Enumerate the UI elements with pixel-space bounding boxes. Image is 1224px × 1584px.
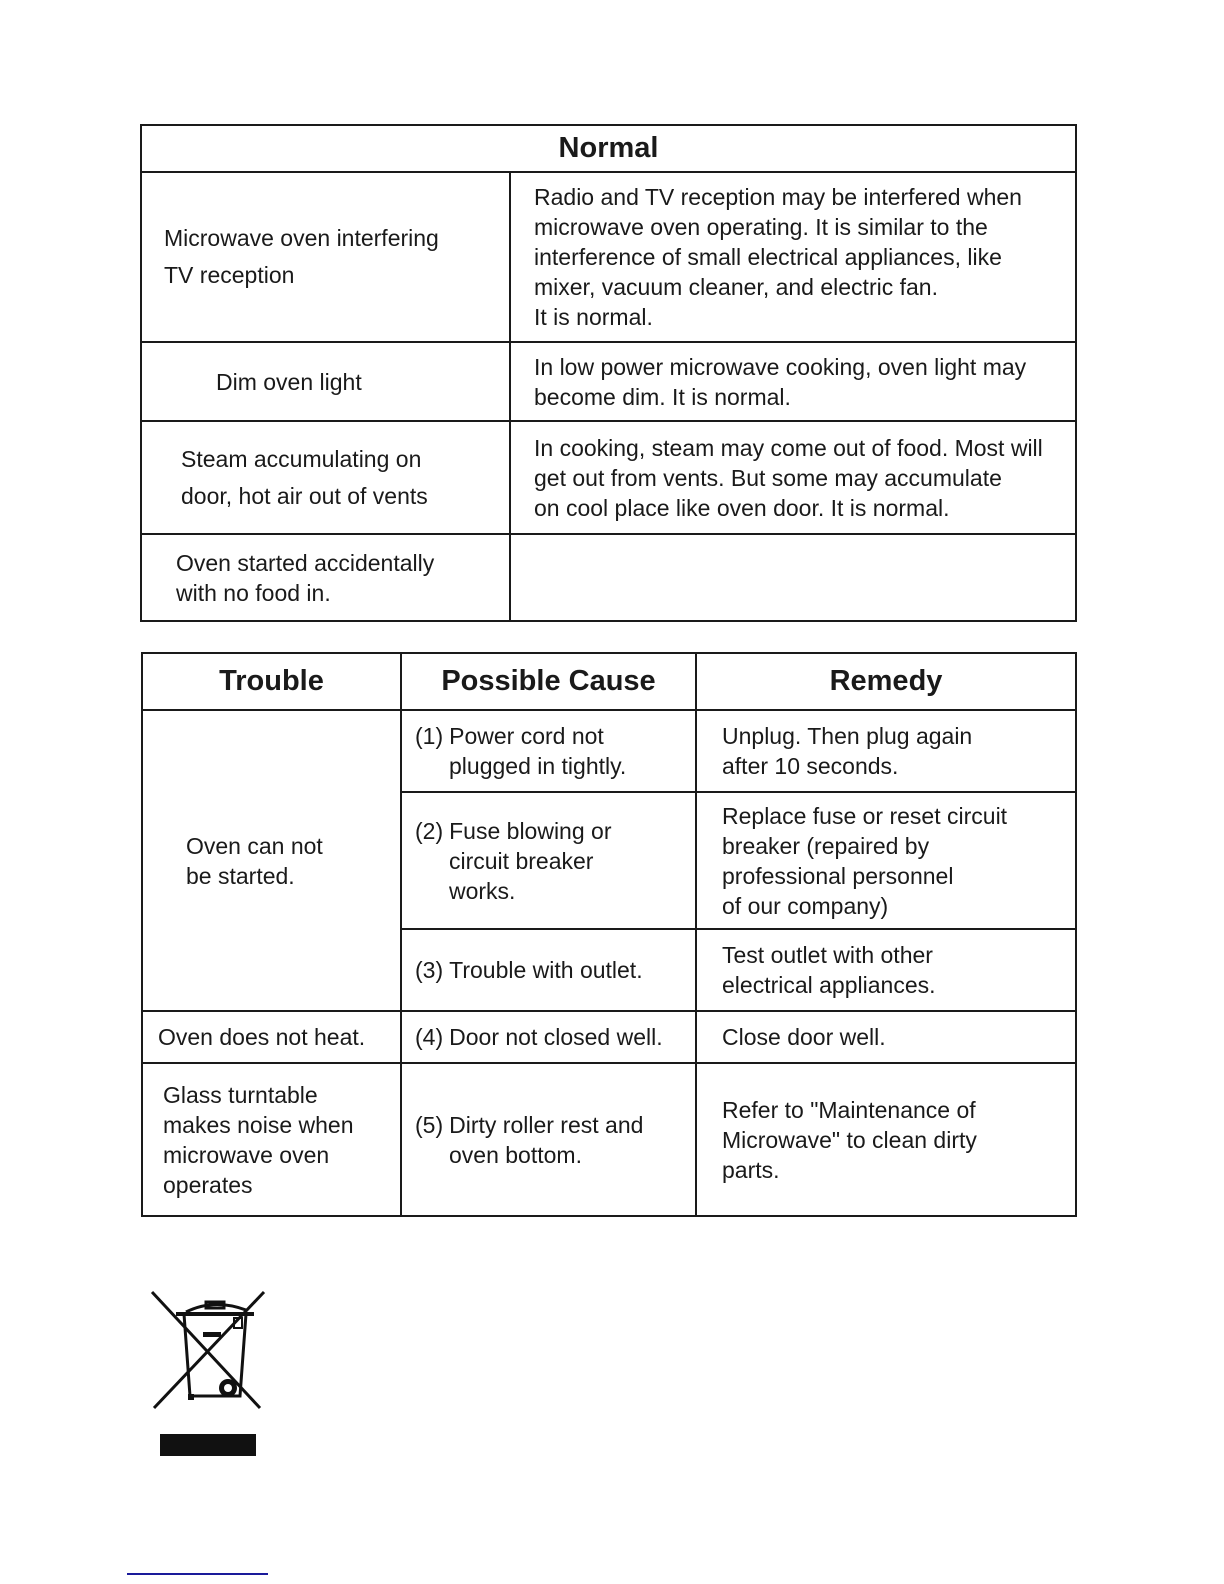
- cause-text: plugged in tightly.: [449, 753, 627, 779]
- remedy-text: breaker (repaired by: [722, 832, 930, 859]
- trouble-text: operates: [163, 1171, 253, 1198]
- remedy-text: electrical appliances.: [722, 972, 936, 998]
- weee-crossed-bin-icon: [148, 1288, 268, 1410]
- cause-cell: [401, 710, 696, 792]
- explanation-text: In cooking, steam may come out of food. Most will: [534, 434, 1043, 461]
- symptom-text: Dim oven light: [216, 368, 362, 395]
- header-possible-cause: Possible Cause: [401, 653, 696, 710]
- table-row: [142, 710, 1076, 792]
- symptom-text: Microwave oven interfering: [164, 225, 439, 251]
- trouble-text: microwave oven: [163, 1141, 330, 1168]
- remedy-text: Replace fuse or reset circuit: [722, 802, 1008, 829]
- remedy-text: Microwave" to clean dirty: [722, 1126, 977, 1153]
- trouble-cell: [142, 1063, 401, 1216]
- cause-text: Fuse blowing or: [449, 817, 612, 844]
- explanation-cell: [510, 421, 1076, 534]
- table-row: [141, 421, 1076, 534]
- header-trouble: Trouble: [142, 653, 401, 710]
- remedy-text: of our company): [722, 892, 889, 919]
- trouble-table: [141, 652, 1077, 1217]
- explanation-text: Radio and TV reception may be interfered when: [534, 184, 1022, 210]
- symptom-text: with no food in.: [176, 579, 331, 606]
- explanation-text: microwave oven operating. It is similar to the: [534, 214, 988, 240]
- remedy-cell: [696, 929, 1076, 1011]
- cause-cell: [401, 1011, 696, 1063]
- cause-text: Trouble with outlet.: [449, 957, 643, 983]
- remedy-cell: [696, 1011, 1076, 1063]
- cause-number: (3): [415, 957, 444, 983]
- explanation-text: get out from vents. But some may accumulate: [534, 464, 1002, 491]
- trouble-cell: [142, 710, 401, 1011]
- explanation-text: mixer, vacuum cleaner, and electric fan.: [534, 274, 938, 300]
- cause-number: (5): [415, 1111, 444, 1138]
- remedy-text: parts.: [722, 1156, 780, 1183]
- trouble-text: makes noise when: [163, 1111, 354, 1138]
- symptom-cell: [141, 421, 510, 534]
- remedy-cell: [696, 710, 1076, 792]
- table-row: [142, 1063, 1076, 1216]
- cause-cell: [401, 929, 696, 1011]
- remedy-text: after 10 seconds.: [722, 753, 899, 779]
- table-row: [141, 534, 1076, 621]
- cause-number: (2): [415, 817, 444, 844]
- explanation-cell: [510, 534, 1076, 621]
- explanation-text: interference of small electrical appliances, like: [534, 244, 1002, 270]
- trouble-text: Glass turntable: [163, 1081, 318, 1108]
- table-row: [141, 172, 1076, 342]
- symptom-cell: [141, 172, 510, 342]
- explanation-text: It is normal.: [534, 304, 653, 330]
- symptom-cell: [141, 534, 510, 621]
- cause-text: oven bottom.: [449, 1141, 582, 1168]
- cause-text: Door not closed well.: [449, 1024, 663, 1050]
- normal-table-title: Normal: [141, 125, 1076, 172]
- trouble-text: be started.: [186, 862, 295, 889]
- cause-cell: [401, 792, 696, 929]
- explanation-cell: [510, 172, 1076, 342]
- explanation-text: In low power microwave cooking, oven light may: [534, 353, 1027, 380]
- cause-text: works.: [449, 877, 516, 904]
- weee-black-bar: [160, 1434, 256, 1456]
- remedy-text: Test outlet with other: [722, 942, 933, 968]
- normal-table: [140, 124, 1077, 622]
- header-remedy: Remedy: [696, 653, 1076, 710]
- symptom-text: Steam accumulating on: [181, 445, 422, 472]
- symptom-cell: [141, 342, 510, 421]
- remedy-cell: [696, 792, 1076, 929]
- remedy-text: Refer to "Maintenance of: [722, 1096, 976, 1123]
- table-row: [142, 1011, 1076, 1063]
- trouble-text: Oven can not: [186, 832, 323, 859]
- symptom-text: Oven started accidentally: [176, 549, 435, 576]
- underline-divider: [127, 1573, 268, 1575]
- symptom-text: door, hot air out of vents: [181, 482, 428, 509]
- table-row: [141, 342, 1076, 421]
- cause-text: Dirty roller rest and: [449, 1111, 644, 1138]
- cause-number: (1): [415, 723, 444, 749]
- explanation-cell: [510, 342, 1076, 421]
- symptom-text: TV reception: [164, 262, 295, 288]
- explanation-text: on cool place like oven door. It is normal.: [534, 494, 950, 521]
- cause-number: (4): [415, 1024, 444, 1050]
- cause-text: circuit breaker: [449, 847, 594, 874]
- remedy-text: Close door well.: [722, 1024, 886, 1050]
- remedy-cell: [696, 1063, 1076, 1216]
- explanation-text: become dim. It is normal.: [534, 383, 791, 410]
- trouble-cell: [142, 1011, 401, 1063]
- remedy-text: Unplug. Then plug again: [722, 723, 973, 749]
- cause-text: Power cord not: [449, 723, 604, 749]
- cause-cell: [401, 1063, 696, 1216]
- remedy-text: professional personnel: [722, 862, 954, 889]
- trouble-text: Oven does not heat.: [158, 1024, 366, 1050]
